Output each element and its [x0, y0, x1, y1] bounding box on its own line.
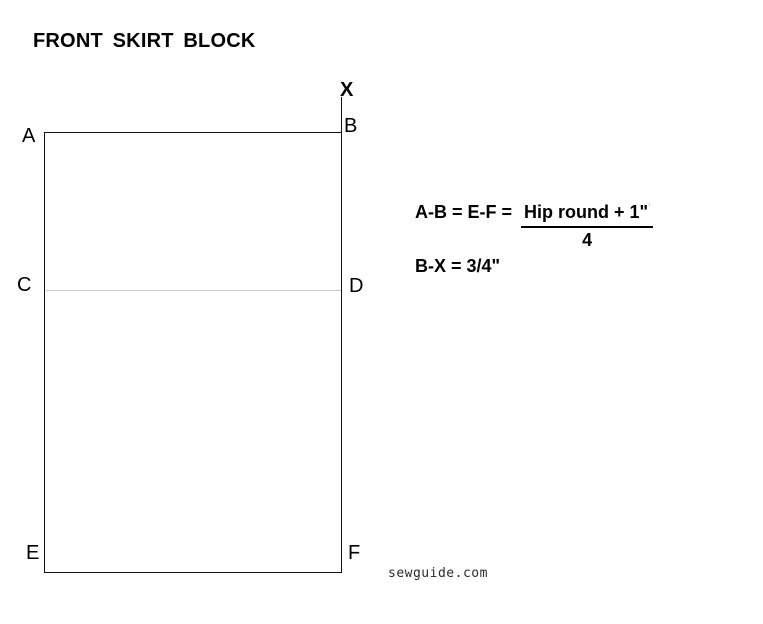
formula-hip-numerator — [521, 202, 653, 228]
point-label-a: A — [22, 125, 36, 147]
point-label-d: D — [349, 275, 364, 297]
formula-hip-denominator: 4 — [582, 229, 593, 250]
formula-hip — [415, 202, 653, 250]
formula-bx: B-X = 3/4" — [415, 256, 501, 277]
hip-line-c-d — [46, 290, 341, 291]
point-label-b: B — [344, 115, 358, 137]
point-label-x: X — [340, 79, 354, 101]
point-label-c: C — [17, 274, 32, 296]
watermark: sewguide.com — [388, 566, 488, 581]
formula-hip-numerator-mark: ' — [648, 201, 651, 215]
drafting-formulas — [415, 202, 653, 277]
page-title: FRONT SKIRT BLOCK — [33, 30, 256, 52]
formula-hip-lhs: A-B = E-F = — [415, 202, 513, 222]
point-label-e: E — [26, 542, 40, 564]
waist-extension-line-b-x — [341, 97, 343, 132]
skirt-block-rectangle — [44, 132, 342, 573]
point-label-f: F — [348, 542, 361, 564]
formula-hip-numerator-text: Hip round + 1" — [524, 202, 649, 222]
formula-hip-fraction — [521, 202, 653, 250]
